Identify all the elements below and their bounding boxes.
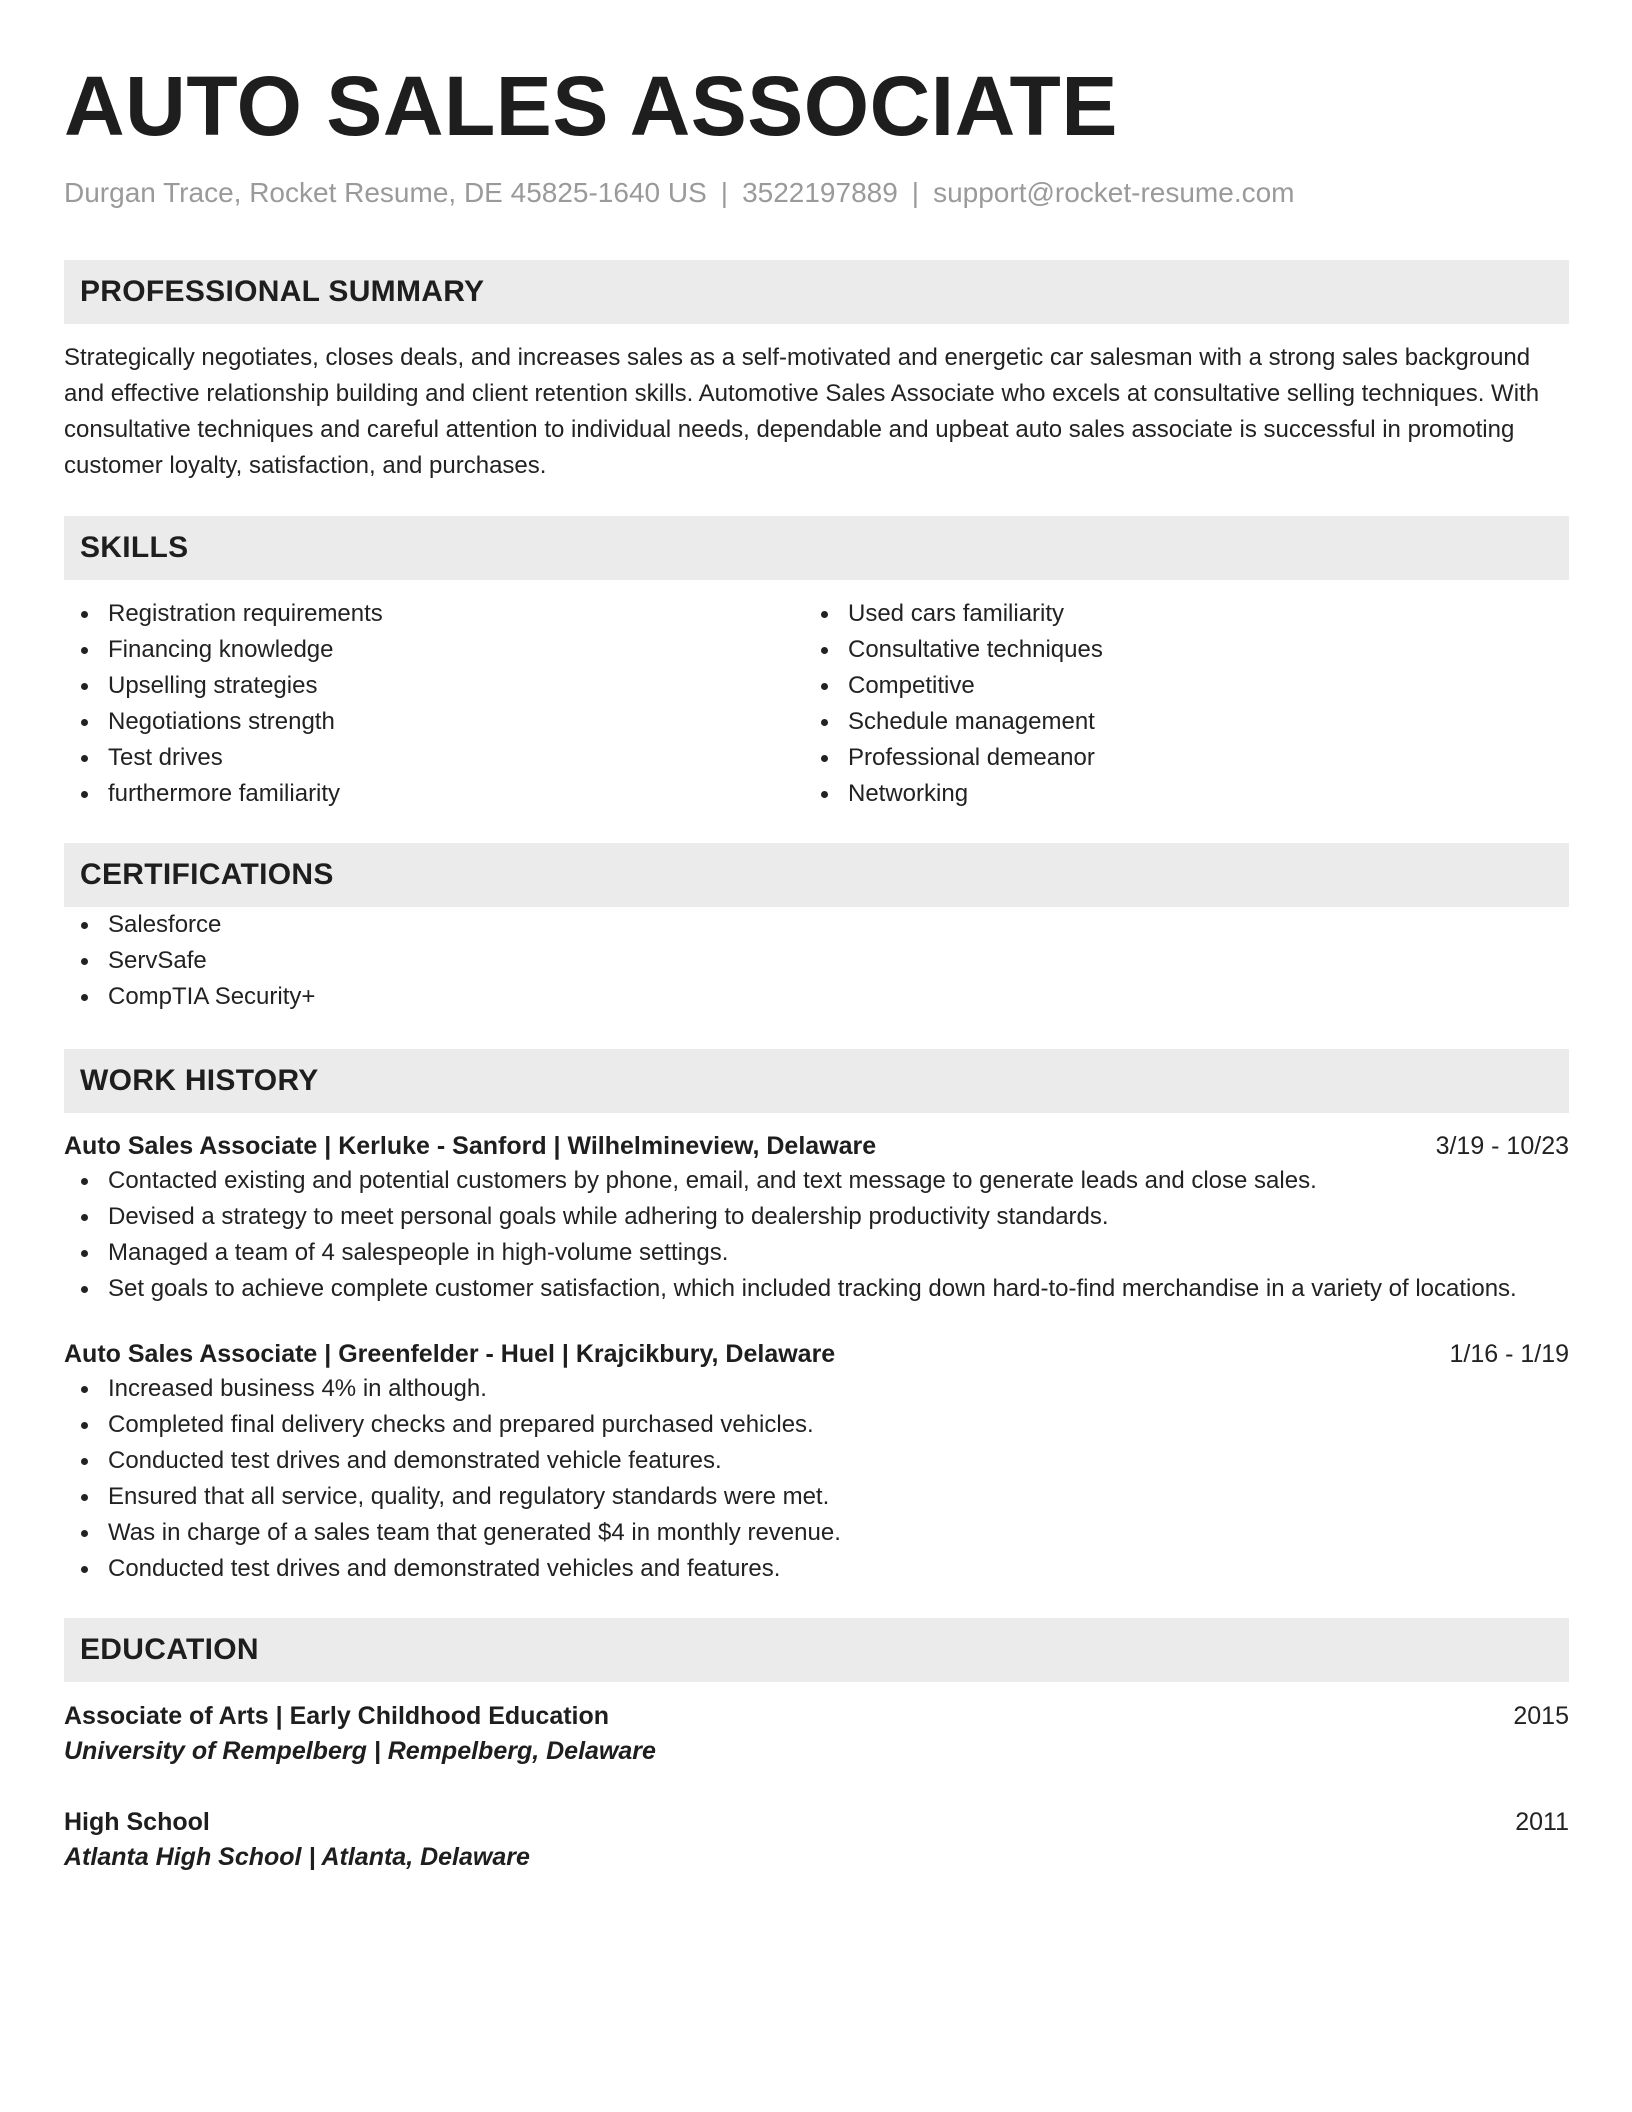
- certification-item: Salesforce: [64, 907, 1569, 943]
- skill-item: Negotiations strength: [64, 704, 804, 740]
- education-year: 2011: [1515, 1808, 1569, 1836]
- job-bullets: [64, 1371, 1569, 1587]
- section-heading-skills: SKILLS: [64, 516, 1569, 580]
- section-heading-certifications: CERTIFICATIONS: [64, 843, 1569, 907]
- job-bullet: Set goals to achieve complete customer satisfaction, which included tracking down hard-to-find merchandise in a variety of locations.: [64, 1271, 1569, 1307]
- education-header: [64, 1805, 1569, 1839]
- job-bullet: Contacted existing and potential customers by phone, email, and text message to generate leads and close sales.: [64, 1163, 1569, 1199]
- skill-item: Professional demeanor: [804, 740, 1544, 776]
- resume-title: AUTO SALES ASSOCIATE: [64, 59, 1118, 153]
- job-bullet: Devised a strategy to meet personal goals while adhering to dealership productivity standards.: [64, 1199, 1569, 1235]
- contact-email: support@rocket-resume.com: [933, 177, 1295, 208]
- skill-item: Consultative techniques: [804, 632, 1544, 668]
- education-degree: High School: [64, 1808, 210, 1836]
- job-dates: 3/19 - 10/23: [1435, 1132, 1569, 1160]
- skills-list-right: [804, 596, 1544, 812]
- skills-list-left: [64, 596, 804, 812]
- job-bullet: Conducted test drives and demonstrated vehicles and features.: [64, 1551, 1569, 1587]
- job-bullet: Ensured that all service, quality, and regulatory standards were met.: [64, 1479, 1569, 1515]
- job-header: [64, 1337, 1569, 1371]
- skill-item: Schedule management: [804, 704, 1544, 740]
- contact-separator: |: [911, 177, 920, 208]
- skill-item: furthermore familiarity: [64, 776, 804, 812]
- section-heading-education: EDUCATION: [64, 1618, 1569, 1682]
- skill-item: Competitive: [804, 668, 1544, 704]
- education-header: [64, 1699, 1569, 1733]
- certifications-list: [64, 907, 1569, 1015]
- contact-separator: |: [720, 177, 729, 208]
- job-bullet: Completed final delivery checks and prepared purchased vehicles.: [64, 1407, 1569, 1443]
- job-title: Auto Sales Associate | Kerluke - Sanford | Wilhelmineview, Delaware: [64, 1132, 877, 1160]
- skill-item: Test drives: [64, 740, 804, 776]
- section-heading-summary: PROFESSIONAL SUMMARY: [64, 260, 1569, 324]
- job-bullet: Conducted test drives and demonstrated vehicle features.: [64, 1443, 1569, 1479]
- contact-address: Durgan Trace, Rocket Resume, DE 45825-1640 US: [64, 177, 707, 208]
- skill-item: Financing knowledge: [64, 632, 804, 668]
- education-year: 2015: [1513, 1702, 1569, 1730]
- skills-columns: [64, 596, 1569, 812]
- job-bullets: [64, 1163, 1569, 1307]
- contact-line: [64, 176, 1569, 210]
- section-heading-work-history: WORK HISTORY: [64, 1049, 1569, 1113]
- skill-item: Registration requirements: [64, 596, 804, 632]
- education-school: University of Rempelberg | Rempelberg, Delaware: [64, 1737, 656, 1765]
- job-bullet: Managed a team of 4 salespeople in high-volume settings.: [64, 1235, 1569, 1271]
- skill-item: Networking: [804, 776, 1544, 812]
- job-title: Auto Sales Associate | Greenfelder - Huel | Krajcikbury, Delaware: [64, 1340, 836, 1368]
- contact-phone: 3522197889: [742, 177, 898, 208]
- job-bullet: Increased business 4% in although.: [64, 1371, 1569, 1407]
- skill-item: Used cars familiarity: [804, 596, 1544, 632]
- job-dates: 1/16 - 1/19: [1449, 1340, 1569, 1368]
- skill-item: Upselling strategies: [64, 668, 804, 704]
- job-bullet: Was in charge of a sales team that generated $4 in monthly revenue.: [64, 1515, 1569, 1551]
- summary-text: Strategically negotiates, closes deals, and increases sales as a self-motivated and energetic car salesman with a strong sales background and effective relationship building and client retention skills. Automotive Sales Associate who excels at consultative selling techniques. With consultative techniques and careful attention to individual needs, dependable and upbeat auto sales associate is successful in promoting customer loyalty, satisfaction, and purchases.: [64, 344, 1540, 479]
- certification-item: ServSafe: [64, 943, 1569, 979]
- job-header: [64, 1129, 1569, 1163]
- education-degree: Associate of Arts | Early Childhood Education: [64, 1702, 610, 1730]
- education-school: Atlanta High School | Atlanta, Delaware: [64, 1843, 530, 1871]
- certification-item: CompTIA Security+: [64, 979, 1569, 1015]
